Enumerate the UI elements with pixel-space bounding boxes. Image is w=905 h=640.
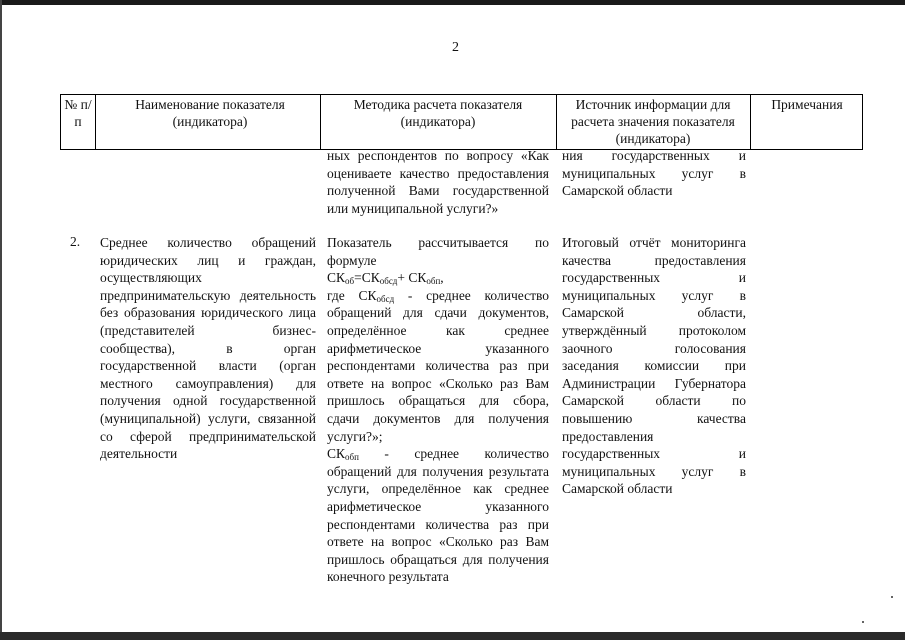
header-name: Наименование показателя (индикатора) <box>135 97 285 129</box>
formula-definition-2: $СК_{обп}$ - среднее количество обращений для получения результата услуги, определённое как среднее арифметическое указанного респондентами количества раз при ответе на вопрос «Сколько раз Вам пришлось обращаться для получения конечного результата <box>327 446 549 585</box>
calculation-method <box>327 234 549 586</box>
row-number: 2. <box>70 234 81 249</box>
header-method: Методика расчета показателя (индикатора) <box>353 97 523 129</box>
col-divider <box>60 94 61 150</box>
col-divider <box>750 94 751 150</box>
formula-definition-1: где $СК_{обсд}$ - среднее количество обращений для сдачи документов, определённое как среднее арифметическое указанного респондентами количества раз при ответе на вопрос «Сколько раз Вам пришлось обращаться для сбора, сдачи документов для получения услуги?»; <box>327 287 550 444</box>
header-num: № п/п <box>64 97 92 129</box>
continuation-source: ния государственных и муниципальных услуг в Самарской области <box>562 148 746 199</box>
table-top-border <box>60 94 863 95</box>
col-divider <box>320 94 321 150</box>
method-intro: Показатель рассчитывается по формуле <box>327 235 549 268</box>
scan-speck <box>891 596 893 598</box>
header-notes: Примечания <box>771 97 843 112</box>
formula: $СК_{об}=СК_{обсд}+ СК_{обп}$, <box>327 270 444 287</box>
scan-speck <box>862 621 864 623</box>
page-number: 2 <box>452 40 459 55</box>
col-divider <box>862 94 863 150</box>
continuation-method: ных респондентов по вопросу «Как оцениваете качество предоставления полученной Вами государственной или муниципальной услуги?» <box>327 148 549 216</box>
indicator-name: Среднее количество обращений юридических лиц и граждан, осуществляющих предпринимательскую деятельность без образования юридического лица (представителей бизнес-сообщества), в орган государственной власти (орган местного самоуправления) для получения одной государственной (муниципальной) услуги, связанной со сферой предпринимательской деятельности <box>100 235 316 462</box>
col-divider <box>556 94 557 150</box>
information-source: Итоговый отчёт мониторинга качества предоставления государственных и муниципальных услуг в Самарской области, утверждённый протоколом заочного голосования заседания комиссии при Администрации Губернатора Самарской области по повышению качества предоставления государственных и муниципальных услуг в Самарской области <box>562 235 746 497</box>
scan-edge-top <box>0 0 905 5</box>
header-source: Источник информации для расчета значения показателя (индикатора) <box>571 97 735 146</box>
scan-edge-bottom <box>0 632 905 640</box>
col-divider <box>95 94 96 150</box>
scan-edge-left <box>0 0 2 640</box>
